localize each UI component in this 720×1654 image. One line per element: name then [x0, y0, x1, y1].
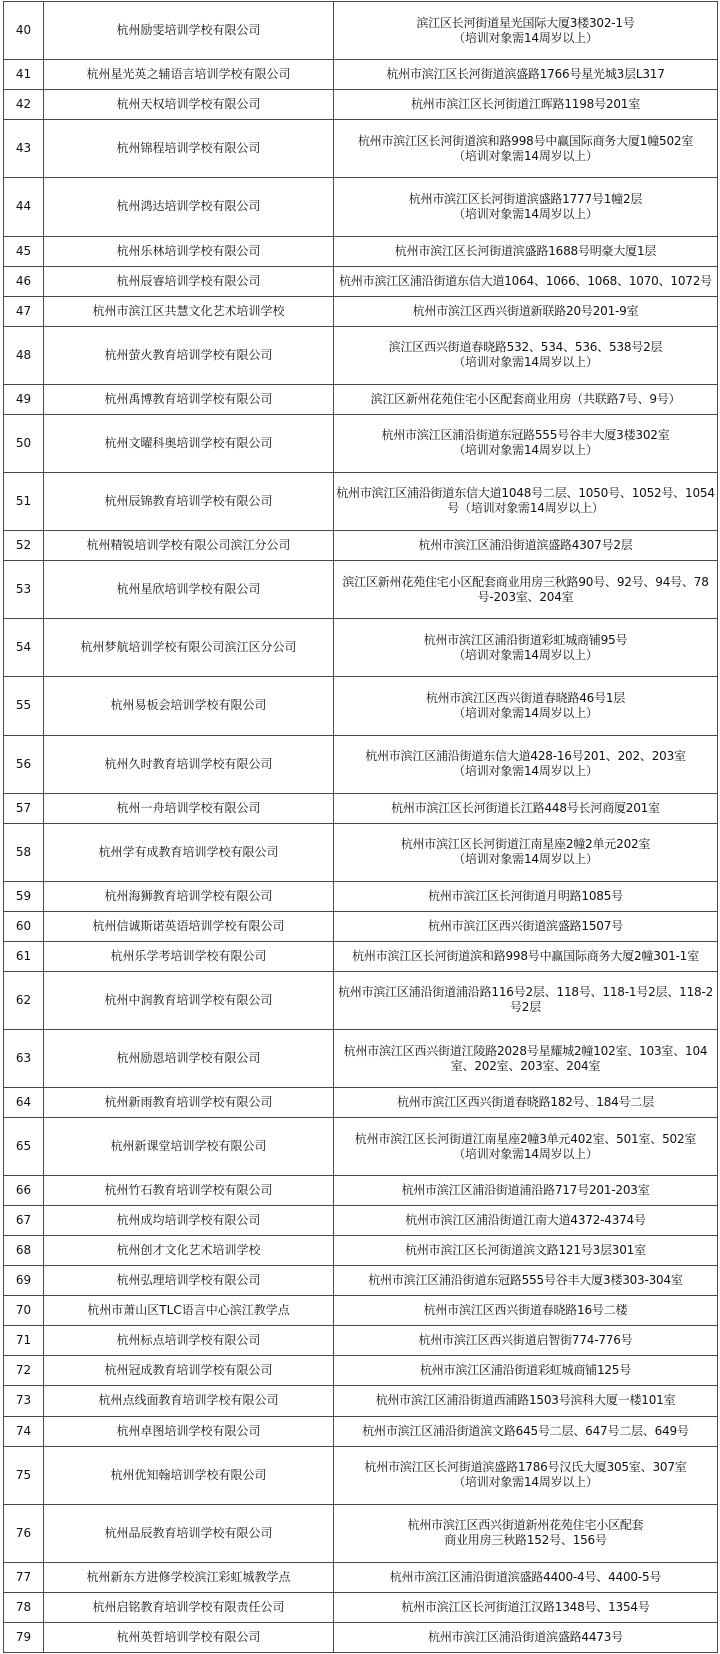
table-row — [4, 1504, 718, 1562]
row-number-cell: 49 — [4, 384, 44, 414]
school-name-cell: 杭州冠成教育培训学校有限公司 — [44, 1356, 334, 1386]
school-address-cell: 杭州市滨江区长河街道滨和路998号中赢国际商务大厦2幢301-1室 — [334, 941, 718, 971]
table-row — [4, 823, 718, 881]
school-address-cell: 杭州市滨江区长河街道滨盛路1786号汉氏大厦305室、307室 （培训对象需14周岁以上） — [334, 1446, 718, 1504]
table-row — [4, 1030, 718, 1088]
school-address-cell: 杭州市滨江区浦沿街道东信大道428-16号201、202、203室 （培训对象需14周岁以上） — [334, 735, 718, 793]
school-name-cell: 杭州精锐培训学校有限公司滨江分公司 — [44, 531, 334, 561]
table-row — [4, 1236, 718, 1266]
school-address-cell: 杭州市滨江区西兴街道江陵路2028号星耀城2幢102室、103室、104室、202室、203室、204室 — [334, 1030, 718, 1088]
table-row — [4, 1118, 718, 1176]
row-number-cell: 50 — [4, 414, 44, 472]
school-address-cell: 杭州市滨江区浦沿街道东冠路555号谷丰大厦3楼303-304室 — [334, 1266, 718, 1296]
school-address-cell: 滨江区新州花苑住宅小区配套商业用房（共联路7号、9号） — [334, 384, 718, 414]
row-number-cell: 54 — [4, 619, 44, 677]
school-name-cell: 杭州成均培训学校有限公司 — [44, 1206, 334, 1236]
school-name-cell: 杭州启铭教育培训学校有限责任公司 — [44, 1592, 334, 1622]
row-number-cell: 45 — [4, 236, 44, 266]
row-number-cell: 71 — [4, 1326, 44, 1356]
school-name-cell: 杭州点线面教育培训学校有限公司 — [44, 1386, 334, 1416]
school-name-cell: 杭州梦航培训学校有限公司滨江区分公司 — [44, 619, 334, 677]
school-address-cell: 杭州市滨江区长河街道滨盛路1766号星光城3层L317 — [334, 60, 718, 90]
school-address-cell: 杭州市滨江区西兴街道滨盛路1507号 — [334, 911, 718, 941]
school-address-cell: 杭州市滨江区西兴街道春晓路46号1层 （培训对象需14周岁以上） — [334, 677, 718, 735]
row-number-cell: 52 — [4, 531, 44, 561]
row-number-cell: 69 — [4, 1266, 44, 1296]
school-name-cell: 杭州久时教育培训学校有限公司 — [44, 735, 334, 793]
school-address-cell: 滨江区西兴街道春晓路532、534、536、538号2层 （培训对象需14周岁以上） — [334, 326, 718, 384]
school-name-cell: 杭州文曜科奥培训学校有限公司 — [44, 414, 334, 472]
school-name-cell: 杭州市萧山区TLC语言中心滨江教学点 — [44, 1296, 334, 1326]
row-number-cell: 43 — [4, 120, 44, 178]
table-row — [4, 677, 718, 735]
school-address-cell: 杭州市滨江区西兴街道春晓路182号、184号二层 — [334, 1088, 718, 1118]
table-row — [4, 1326, 718, 1356]
school-address-cell: 杭州市滨江区长河街道滨和路998号中赢国际商务大厦1幢502室 （培训对象需14周岁以上） — [334, 120, 718, 178]
school-name-cell: 杭州中润教育培训学校有限公司 — [44, 971, 334, 1029]
school-address-cell: 杭州市滨江区浦沿街道滨盛路4307号2层 — [334, 531, 718, 561]
table-row — [4, 1386, 718, 1416]
table-row — [4, 326, 718, 384]
table-row — [4, 1176, 718, 1206]
school-address-cell: 杭州市滨江区长河街道滨文路121号3层301室 — [334, 1236, 718, 1266]
school-address-cell: 杭州市滨江区长河街道月明路1085号 — [334, 881, 718, 911]
table-row — [4, 561, 718, 619]
row-number-cell: 47 — [4, 296, 44, 326]
row-number-cell: 78 — [4, 1592, 44, 1622]
table-row — [4, 793, 718, 823]
row-number-cell: 76 — [4, 1504, 44, 1562]
table-row — [4, 1622, 718, 1652]
school-name-cell: 杭州新课堂培训学校有限公司 — [44, 1118, 334, 1176]
table-row — [4, 881, 718, 911]
row-number-cell: 53 — [4, 561, 44, 619]
school-address-cell: 杭州市滨江区浦沿街道彩虹城商铺125号 — [334, 1356, 718, 1386]
row-number-cell: 46 — [4, 266, 44, 296]
school-name-cell: 杭州一舟培训学校有限公司 — [44, 793, 334, 823]
school-address-cell: 杭州市滨江区浦沿街道江南大道4372-4374号 — [334, 1206, 718, 1236]
school-name-cell: 杭州海狮教育培训学校有限公司 — [44, 881, 334, 911]
table-row — [4, 472, 718, 530]
table-row — [4, 1356, 718, 1386]
row-number-cell: 70 — [4, 1296, 44, 1326]
school-name-cell: 杭州创才文化艺术培训学校 — [44, 1236, 334, 1266]
school-address-cell: 杭州市滨江区浦沿街道滨文路645号二层、647号二层、649号 — [334, 1416, 718, 1446]
school-address-cell: 杭州市滨江区西兴街道春晓路16号二楼 — [334, 1296, 718, 1326]
school-address-cell: 杭州市滨江区长河街道滨盛路1688号明豪大厦1层 — [334, 236, 718, 266]
school-address-cell: 杭州市滨江区西兴街道新联路20号201-9室 — [334, 296, 718, 326]
row-number-cell: 44 — [4, 178, 44, 236]
table-row — [4, 941, 718, 971]
school-address-cell: 杭州市滨江区浦沿街道浦沿路717号201-203室 — [334, 1176, 718, 1206]
school-name-cell: 杭州星欣培训学校有限公司 — [44, 561, 334, 619]
row-number-cell: 67 — [4, 1206, 44, 1236]
school-name-cell: 杭州乐林培训学校有限公司 — [44, 236, 334, 266]
school-address-cell: 杭州市滨江区长河街道江晖路1198号201室 — [334, 90, 718, 120]
row-number-cell: 42 — [4, 90, 44, 120]
row-number-cell: 73 — [4, 1386, 44, 1416]
row-number-cell: 62 — [4, 971, 44, 1029]
school-address-cell: 杭州市滨江区浦沿街道东信大道1048号二层、1050号、1052号、1054号（培训对象需14周岁以上） — [334, 472, 718, 530]
school-name-cell: 杭州辰锦教育培训学校有限公司 — [44, 472, 334, 530]
school-name-cell: 杭州市滨江区共慧文化艺术培训学校 — [44, 296, 334, 326]
row-number-cell: 48 — [4, 326, 44, 384]
table-row — [4, 1088, 718, 1118]
row-number-cell: 60 — [4, 911, 44, 941]
school-name-cell: 杭州锦程培训学校有限公司 — [44, 120, 334, 178]
table-row — [4, 531, 718, 561]
school-name-cell: 杭州弘理培训学校有限公司 — [44, 1266, 334, 1296]
row-number-cell: 77 — [4, 1562, 44, 1592]
school-name-cell: 杭州励恩培训学校有限公司 — [44, 1030, 334, 1088]
school-address-cell: 杭州市滨江区浦沿街道滨盛路4400-4号、4400-5号 — [334, 1562, 718, 1592]
table-row — [4, 1296, 718, 1326]
table-row — [4, 619, 718, 677]
school-address-cell: 杭州市滨江区长河街道江南星座2幢3单元402室、501室、502室 （培训对象需14周岁以上） — [334, 1118, 718, 1176]
table-row — [4, 296, 718, 326]
school-name-cell: 杭州品辰教育培训学校有限公司 — [44, 1504, 334, 1562]
row-number-cell: 75 — [4, 1446, 44, 1504]
school-name-cell: 杭州优知翰培训学校有限公司 — [44, 1446, 334, 1504]
school-address-cell: 滨江区新州花苑住宅小区配套商业用房三秋路90号、92号、94号、78号-203室、204室 — [334, 561, 718, 619]
school-name-cell: 杭州鸿达培训学校有限公司 — [44, 178, 334, 236]
school-name-cell: 杭州易板会培训学校有限公司 — [44, 677, 334, 735]
school-name-cell: 杭州乐学考培训学校有限公司 — [44, 941, 334, 971]
row-number-cell: 65 — [4, 1118, 44, 1176]
row-number-cell: 41 — [4, 60, 44, 90]
table-row — [4, 90, 718, 120]
school-address-cell: 杭州市滨江区浦沿街道西浦路1503号滨科大厦一楼101室 — [334, 1386, 718, 1416]
row-number-cell: 63 — [4, 1030, 44, 1088]
school-address-cell: 杭州市滨江区浦沿街道东冠路555号谷丰大厦3楼302室 （培训对象需14周岁以上） — [334, 414, 718, 472]
school-name-cell: 杭州辰睿培训学校有限公司 — [44, 266, 334, 296]
row-number-cell: 59 — [4, 881, 44, 911]
school-name-cell: 杭州星光英之辅语言培训学校有限公司 — [44, 60, 334, 90]
school-name-cell: 杭州禹博教育培训学校有限公司 — [44, 384, 334, 414]
school-address-cell: 杭州市滨江区长河街道江南星座2幢2单元202室 （培训对象需14周岁以上） — [334, 823, 718, 881]
school-name-cell: 杭州卓图培训学校有限公司 — [44, 1416, 334, 1446]
row-number-cell: 58 — [4, 823, 44, 881]
school-address-cell: 滨江区长河街道星光国际大厦3楼302-1号 （培训对象需14周岁以上） — [334, 2, 718, 60]
school-address-cell: 杭州市滨江区长河街道江汉路1348号、1354号 — [334, 1592, 718, 1622]
table-row — [4, 414, 718, 472]
school-name-cell: 杭州信诚斯诺英语培训学校有限公司 — [44, 911, 334, 941]
school-address-cell: 杭州市滨江区长河街道滨盛路1777号1幢2层 （培训对象需14周岁以上） — [334, 178, 718, 236]
table-row — [4, 236, 718, 266]
school-name-cell: 杭州天权培训学校有限公司 — [44, 90, 334, 120]
row-number-cell: 56 — [4, 735, 44, 793]
table-row — [4, 1562, 718, 1592]
table-row — [4, 2, 718, 60]
table-row — [4, 735, 718, 793]
school-name-cell: 杭州新雨教育培训学校有限公司 — [44, 1088, 334, 1118]
school-name-cell: 杭州学有成教育培训学校有限公司 — [44, 823, 334, 881]
row-number-cell: 64 — [4, 1088, 44, 1118]
school-roster-body — [4, 2, 718, 1653]
table-row — [4, 60, 718, 90]
row-number-cell: 55 — [4, 677, 44, 735]
row-number-cell: 79 — [4, 1622, 44, 1652]
table-row — [4, 1266, 718, 1296]
row-number-cell: 61 — [4, 941, 44, 971]
row-number-cell: 74 — [4, 1416, 44, 1446]
table-row — [4, 1446, 718, 1504]
row-number-cell: 68 — [4, 1236, 44, 1266]
table-row — [4, 971, 718, 1029]
row-number-cell: 72 — [4, 1356, 44, 1386]
school-address-cell: 杭州市滨江区长河街道长江路448号长河商厦201室 — [334, 793, 718, 823]
school-address-cell: 杭州市滨江区浦沿街道东信大道1064、1066、1068、1070、1072号 — [334, 266, 718, 296]
school-roster-table — [3, 1, 718, 1653]
school-name-cell: 杭州励雯培训学校有限公司 — [44, 2, 334, 60]
school-address-cell: 杭州市滨江区浦沿街道滨盛路4473号 — [334, 1622, 718, 1652]
school-name-cell: 杭州新东方进修学校滨江彩虹城教学点 — [44, 1562, 334, 1592]
row-number-cell: 57 — [4, 793, 44, 823]
school-name-cell: 杭州萤火教育培训学校有限公司 — [44, 326, 334, 384]
row-number-cell: 40 — [4, 2, 44, 60]
school-name-cell: 杭州英哲培训学校有限公司 — [44, 1622, 334, 1652]
school-address-cell: 杭州市滨江区浦沿街道彩虹城商铺95号 （培训对象需14周岁以上） — [334, 619, 718, 677]
school-address-cell: 杭州市滨江区西兴街道启智街774-776号 — [334, 1326, 718, 1356]
table-row — [4, 384, 718, 414]
table-row — [4, 1416, 718, 1446]
school-address-cell: 杭州市滨江区西兴街道新州花苑住宅小区配套 商业用房三秋路152号、156号 — [334, 1504, 718, 1562]
table-row — [4, 911, 718, 941]
school-name-cell: 杭州标点培训学校有限公司 — [44, 1326, 334, 1356]
row-number-cell: 66 — [4, 1176, 44, 1206]
table-row — [4, 120, 718, 178]
table-row — [4, 178, 718, 236]
school-name-cell: 杭州竹石教育培训学校有限公司 — [44, 1176, 334, 1206]
table-row — [4, 266, 718, 296]
row-number-cell: 51 — [4, 472, 44, 530]
table-row — [4, 1206, 718, 1236]
school-address-cell: 杭州市滨江区浦沿街道浦沿路116号2层、118号、118-1号2层、118-2号2层 — [334, 971, 718, 1029]
table-row — [4, 1592, 718, 1622]
